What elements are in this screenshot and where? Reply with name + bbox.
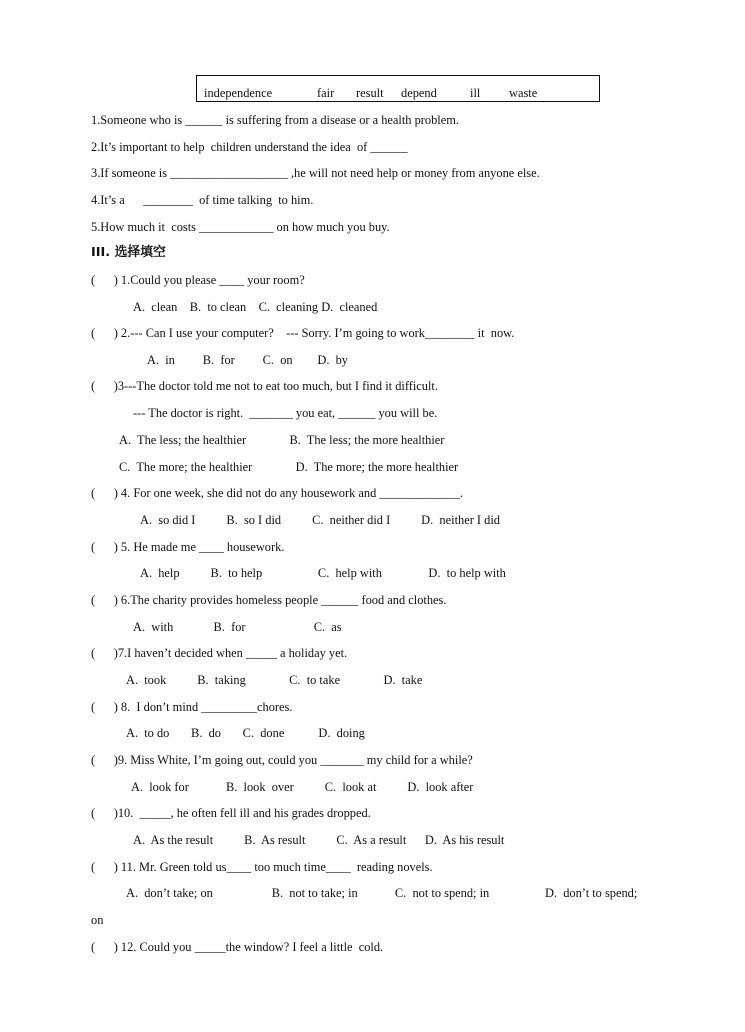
- answer-options: A. clean B. to clean C. cleaning D. cleaned: [133, 300, 378, 314]
- answer-options: A. help B. to help C. help with D. to help with: [140, 566, 506, 580]
- question-line: ( ) 2.--- Can I use your computer? --- Sorry. I’m going to work________ it now.: [91, 326, 515, 340]
- question-line: ( )7.I haven’t decided when _____ a holiday yet.: [91, 646, 348, 660]
- fill-in-question: 2.It’s important to help children understand the idea of ______: [91, 140, 408, 154]
- section-heading: III. 选择填空: [91, 245, 166, 260]
- answer-options: A. so did I B. so I did C. neither did I D. neither I did: [140, 513, 500, 527]
- question-line: ( ) 12. Could you _____the window? I feel a little cold.: [91, 940, 384, 954]
- question-line: ( )3---The doctor told me not to eat too much, but I find it difficult.: [91, 379, 438, 393]
- word-bank-item: independence: [204, 86, 273, 100]
- word-bank-item: result: [356, 86, 384, 100]
- fill-in-question: 5.How much it costs ____________ on how much you buy.: [91, 220, 390, 234]
- question-line: ( ) 11. Mr. Green told us____ too much time____ reading novels.: [91, 860, 433, 874]
- word-bank-item: depend: [401, 86, 437, 100]
- question-line: ( ) 8. I don’t mind _________chores.: [91, 700, 293, 714]
- question-line: ( ) 5. He made me ____ housework.: [91, 540, 285, 554]
- question-line: ( ) 6.The charity provides homeless people ______ food and clothes.: [91, 593, 447, 607]
- answer-options: A. to do B. do C. done D. doing: [126, 726, 365, 740]
- answer-options: A. The less; the healthier B. The less; the more healthier: [119, 433, 445, 447]
- question-line: ( )10. _____, he often fell ill and his grades dropped.: [91, 806, 371, 820]
- answer-options: A. in B. for C. on D. by: [147, 353, 349, 367]
- answer-options-continued: on: [91, 913, 104, 927]
- fill-in-question: 3.If someone is ___________________ ,he will not need help or money from anyone else.: [91, 166, 540, 180]
- fill-in-question: 4.It’s a ________ of time talking to him.: [91, 193, 314, 207]
- word-bank-item: waste: [509, 86, 538, 100]
- question-line: --- The doctor is right. _______ you eat, ______ you will be.: [133, 406, 438, 420]
- question-line: ( ) 1.Could you please ____ your room?: [91, 273, 305, 287]
- answer-options: A. look for B. look over C. look at D. look after: [131, 780, 474, 794]
- question-line: ( ) 4. For one week, she did not do any housework and _____________.: [91, 486, 464, 500]
- answer-options: C. The more; the healthier D. The more; the more healthier: [119, 460, 459, 474]
- fill-in-question: 1.Someone who is ______ is suffering from a disease or a health problem.: [91, 113, 459, 127]
- answer-options: A. took B. taking C. to take D. take: [126, 673, 423, 687]
- answer-options: A. with B. for C. as: [133, 620, 342, 634]
- answer-options: A. don’t take; on B. not to take; in C. not to spend; in D. don’t to spend;: [126, 886, 638, 900]
- word-bank-item: fair: [317, 86, 335, 100]
- question-line: ( )9. Miss White, I’m going out, could you _______ my child for a while?: [91, 753, 473, 767]
- word-bank-item: ill: [470, 86, 481, 100]
- answer-options: A. As the result B. As result C. As a result D. As his result: [133, 833, 505, 847]
